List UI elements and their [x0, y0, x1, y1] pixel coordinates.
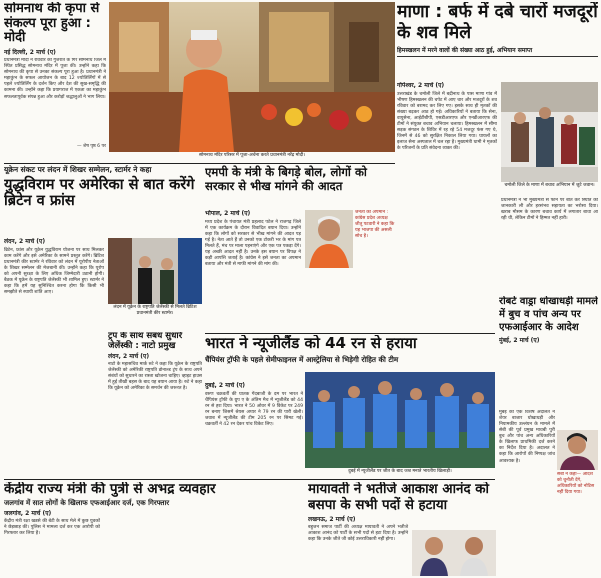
mana-body: उत्तराखंड के चमोली जिले में बद्रीनाथ के पास माणा गांव में भीषण हिमस्खलन की चपेट में आए चार और मजदूरों के शव रविवार को बरामद कर लिए गए। इसके साथ ही मृतकों की संख्या बढ़कर आठ हो गई। अधिकारियों ने बताया कि सेना, वायुसेना, आईटीबीपी, एसडीआरएफ और एनडीआरएफ की टीमों ने संयुक्त बचाव अभियान चलाया। हिमस्खलन में सीमा सड़क संगठन के शिविर में रह रहे 54 मजदूर फंस गए थे, जिनमें से 46 को सुरक्षित निकाल लिया गया। घायलों का इलाज सेना अस्पताल में चल रहा है। मुख्यमंत्री धामी ने मृतकों के परिजनों के प्रति संवेदना व्यक्त की।: [397, 91, 497, 152]
minister-quote: [355, 210, 395, 270]
mayawati-body: बहुजन समाज पार्टी की अध्यक्ष मायावती ने अपने भतीजे आकाश आनंद को पार्टी के सभी पदों से हटा दिया है। उन्होंने कहा कि उनके जीते जी कोई उत्तराधिकारी नहीं होगा।: [308, 524, 408, 542]
somnath-body: प्रधानमंत्री मोदी ने रविवार को गुजरात के गिर सोमनाथ जिले में स्थित प्रसिद्ध सोमनाथ मंदिर में पूजा की। उन्होंने कहा कि सोमनाथ की कृपा से उनका संकल्प पूरा हुआ है। प्रधानमंत्री ने महाकुंभ के सफल आयोजन के बाद 12 ज्योतिर्लिंगों में से पहले ज्योतिर्लिंग के दर्शन किए और देश की सुख-समृद्धि की कामना की। उन्होंने कहा कि प्रयागराज में एकता का महाकुंभ सफलतापूर्वक संपन्न हुआ और करोड़ों श्रद्धालुओं ने भाग लिया।: [4, 58, 106, 100]
mayawati-headline: मायावती ने भतीजे आकाश आनंद को बसपा के सभी पदों से हटाया: [308, 482, 489, 514]
somnath-continued: — शेष पृष्ठ 6 पर: [77, 144, 106, 150]
ukraine-photo-image: [108, 238, 202, 304]
minister-dateline: भोपाल, 2 मार्च (ए): [205, 210, 251, 217]
mana-headline: माणा : बर्फ में दबे चारों मजदूरों के शव मिले: [397, 2, 598, 43]
daughter-kicker: जलगांव में सात लोगों के खिलाफ एफआईआर दर्ज, एक गिरफ्तार: [4, 499, 170, 508]
ukraine-body-col: [4, 238, 104, 398]
ukraine-dateline: लंदन, 2 मार्च (ए): [4, 238, 46, 245]
minister-body-col: [205, 210, 301, 332]
trump-story: [108, 332, 202, 398]
mana-body-col2: [501, 198, 598, 294]
mana-body-col1: [397, 82, 497, 242]
cricket-body-col: [205, 382, 303, 480]
somnath-headline: सोमनाथ की कृपा से संकल्प पूरा हुआ : मोदी: [4, 2, 100, 46]
cricket-photo-caption: दुबई में न्यूजीलैंड पर जीत के बाद जश्न मनाते भारतीय खिलाड़ी।: [348, 469, 452, 474]
mid-divider: [205, 333, 495, 334]
robert-portrait: [557, 430, 598, 470]
bottom-divider: [4, 479, 495, 480]
cricket-kicker: चैंपियंस ट्रॉफी के पहले सेमीफाइनल में आस्ट्रेलिया से भिड़ेगी रोहित की टीम: [205, 354, 399, 364]
daughter-story: [4, 482, 304, 578]
cricket-photo-image: [305, 372, 495, 468]
minister-portrait: [305, 210, 353, 268]
minister-quote-text: जनता का अपमान : कांग्रेस प्रदेश अध्यक्ष जीतू पटवारी ने कहा कि यह भाजपा की असली सोच है।: [355, 210, 395, 240]
robert-quote-text: सेबी ने कहा— आदेश को चुनौती देंगे, अधिकारियों को नोटिस नहीं दिया गया।: [557, 472, 595, 496]
mana-body-continued: प्रधानमंत्री ने भी मुख्यमंत्री से फोन पर बात कर स्थिति की जानकारी ली और हरसंभव सहायता का भरोसा दिया। खराब मौसम के कारण बचाव कार्य में लगातार बाधा आ रही थी, लेकिन टीमों ने हिम्मत नहीं हारी।: [501, 198, 598, 222]
mana-photo-caption: चमोली जिले के माणा में बचाव अभियान में जुटे जवान।: [504, 183, 595, 188]
somnath-story: [4, 2, 106, 162]
mayawati-dateline: लखनऊ, 2 मार्च (ए): [308, 516, 356, 524]
daughter-body: केंद्रीय मंत्री रक्षा खडसे की बेटी के साथ मेले में कुछ युवकों ने छेड़छाड़ की। पुलिस ने मामला दर्ज कर एक आरोपी को गिरफ्तार कर लिया है।: [4, 518, 100, 536]
daughter-headline: केंद्रीय राज्य मंत्री की पुत्री से अभद्र व्यवहार: [4, 482, 216, 497]
robert-quote: [557, 472, 598, 532]
ukraine-photo: [108, 238, 202, 304]
ukraine-story: [4, 165, 200, 245]
mana-photo-image: [501, 82, 598, 182]
cricket-headline: भारत ने न्यूजीलैंड को 44 रन से हराया: [205, 335, 417, 352]
cricket-photo: [305, 372, 495, 468]
trump-headline: ट्रंप के साथ संबंध सुधारें जेलेंस्की : नाटो प्रमुख: [108, 332, 183, 351]
trump-body: नाटो के महासचिव मार्क रुटे ने कहा कि यूक्रेन के राष्ट्रपति जेलेंस्की को अमेरिकी राष्ट्रपति डोनाल्ड ट्रंप के साथ अपने संबंधों को सुधारने का रास्ता खोजना चाहिए। व्हाइट हाउस में हुई तीखी बहस के बाद यह बयान आया है। रुटे ने कहा कि यूक्रेन को अमेरिका के समर्थन की जरूरत है।: [108, 361, 202, 391]
mayawati-photo: [412, 530, 496, 576]
robert-dateline: मुंबई, 2 मार्च (ए): [499, 337, 540, 345]
mana-dateline: गोपेश्वर, 2 मार्च (ए): [397, 82, 445, 89]
robert-story: [499, 296, 598, 408]
minister-photo: [305, 210, 353, 268]
ukraine-photo-caption: लंदन में यूक्रेन के राष्ट्रपति जेलेंस्की से मिलते ब्रिटिश प्रधानमंत्री कीर स्टार्मर।: [113, 305, 197, 316]
robert-headline: रोबर्ट वाड्रा धोखाधड़ी मामले में बुच व पांच अन्य पर एफआईआर के आदेश: [499, 296, 598, 333]
robert-photo: [557, 430, 598, 470]
robert-body: मुंबई की एक विशेष अदालत ने शेयर बाजार धोखाधड़ी और नियामकीय उल्लंघन के मामले में सेबी की पूर्व प्रमुख माधबी पुरी बुच और पांच अन्य अधिकारियों के खिलाफ प्राथमिकी दर्ज करने का निर्देश दिया है। अदालत ने कहा कि आरोपों की निष्पक्ष जांच आवश्यक है।: [499, 410, 555, 464]
ukraine-body: ब्रिटेन, फ्रांस और यूक्रेन युद्धविराम योजना पर साथ मिलकर काम करेंगे और इसे अमेरिका के सामने प्रस्तुत करेंगे। ब्रिटिश प्रधानमंत्री कीर स्टार्मर ने रविवार को लंदन में यूरोपीय नेताओं के शिखर सम्मेलन की मेजबानी की। उन्होंने कहा कि यूरोप को अपनी सुरक्षा के लिए अधिक जिम्मेदारी उठानी होगी। बैठक में यूक्रेन के राष्ट्रपति जेलेंस्की भी शामिल हुए। स्टार्मर ने कहा कि हमें यह सुनिश्चित करना होगा कि किसी भी समझौते से स्थायी शांति आए।: [4, 247, 104, 295]
ukraine-headline: युद्धविराम पर अमेरिका से बात करेंगे ब्रिटेन व फ्रांस: [4, 176, 195, 210]
somnath-dateline: नई दिल्ली, 2 मार्च (ए): [4, 48, 56, 56]
trump-dateline: लंदन, 2 मार्च (ए): [108, 353, 150, 361]
ukraine-kicker: यूक्रेन संकट पर लंदन में शिखर सम्मेलन, स्टार्मर ने कहा: [4, 165, 152, 174]
minister-body: मध्य प्रदेश के पंचायत मंत्री प्रहलाद पटेल ने राजगढ़ जिले में एक कार्यक्रम के दौरान विवादित बयान दिया। उन्होंने कहा कि लोगों को सरकार से भीख मांगने की आदत पड़ गई है। नेता आते हैं तो उनको एक टोकरी भर के मांग पत्र मिलते हैं, मंच पर माला पहनाएंगे और एक पत्र पकड़ा देंगे। यह अच्छी आदत नहीं है। उनके इस बयान पर विपक्ष ने कड़ी आपत्ति जताई है। कांग्रेस ने इसे जनता का अपमान बताया और मंत्री से माफी मांगने की मांग की।: [205, 219, 301, 267]
cricket-body: वरुण चक्रवर्ती की घातक गेंदबाजी के दम पर भारत ने चैंपियंस ट्रॉफी के ग्रुप ए के अंतिम मैच में न्यूजीलैंड को 44 रन से हरा दिया। भारत ने 50 ओवर में 9 विकेट पर 249 रन बनाए जिसमें श्रेयस अय्यर ने 79 रन की पारी खेली। जवाब में न्यूजीलैंड की टीम 205 रन पर सिमट गई। चक्रवर्ती ने 42 रन देकर पांच विकेट लिए।: [205, 391, 303, 427]
minister-headline: एमपी के मंत्री के बिगड़े बोल, लोगों को सरकार से भीख मांगने की आदत: [205, 165, 367, 194]
mana-photo: [501, 82, 598, 182]
somnath-photo-image: [109, 2, 395, 152]
cricket-dateline: दुबई, 2 मार्च (ए): [205, 382, 246, 389]
mana-subhead: हिमस्खलन में मरने वालों की संख्या आठ हुई, अभियान समाप्त: [397, 46, 598, 57]
somnath-photo-caption: सोमनाथ मंदिर परिसर में पूजा-अर्चना करते प्रधानमंत्री नरेंद्र मोदी।: [199, 153, 305, 158]
somnath-photo: [109, 2, 395, 152]
mayawati-photo-image: [412, 530, 496, 576]
robert-body-col: [499, 410, 555, 506]
daughter-dateline: जलगांव, 2 मार्च (ए): [4, 510, 52, 518]
top-divider: [4, 163, 395, 164]
